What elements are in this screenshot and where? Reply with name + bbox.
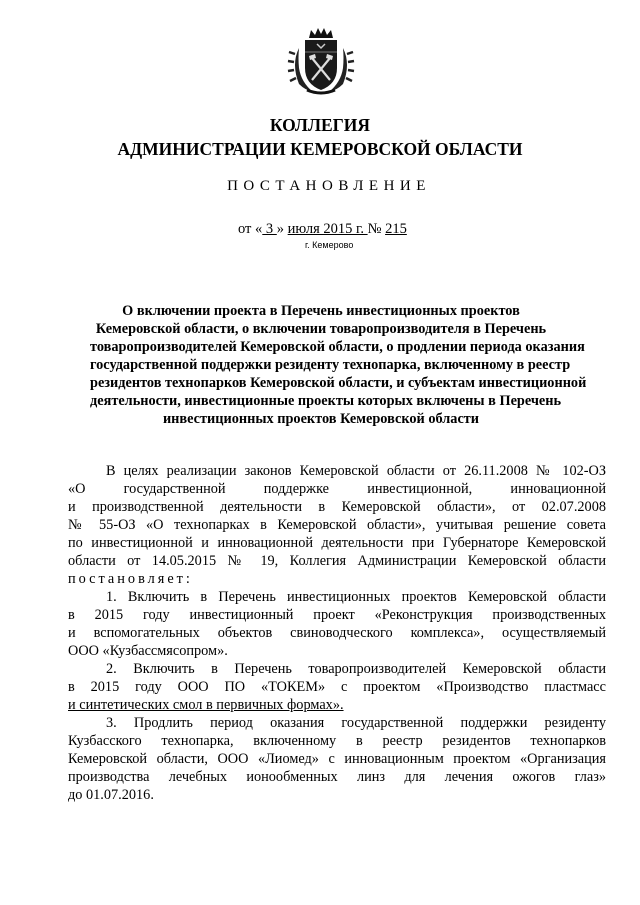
title-line: Кемеровской области, о включении товаропроизводителя в Перечень <box>95 321 547 337</box>
date-mid: » <box>276 221 288 237</box>
preamble-line: «О государственной поддержке инвестиционной, инновационной <box>68 481 606 497</box>
title-line: товаропроизводителей Кемеровской области, о продлении периода оказания <box>90 339 585 355</box>
preamble-line: № 55-ОЗ «О технопарках в Кемеровской области», учитывая решение совета <box>68 517 606 533</box>
title-line: О включении проекта в Перечень инвестиционных проектов <box>122 303 520 319</box>
document-title <box>90 302 587 428</box>
preamble-line: и производственной деятельности в Кемеровской области», от 02.07.2008 <box>68 499 606 515</box>
item1-line: и вспомогательных объектов свиноводческого комплекса», осуществляемый <box>68 625 606 641</box>
document-type: ПОСТАНОВЛЕНИЕ <box>227 178 431 194</box>
preamble-line: области от 14.05.2015 № 19, Коллегия Администрации Кемеровской области <box>68 553 606 569</box>
item1-line: 1. Включить в Перечень инвестиционных проектов Кемеровской области <box>106 589 606 605</box>
title-line: инвестиционных проектов Кемеровской области <box>162 411 480 427</box>
item1-line: ООО «Кузбассмясопром». <box>68 643 228 659</box>
kemerovo-coat-of-arms-icon <box>285 28 357 96</box>
preamble-line: по инвестиционной и инновационной деятельности при Губернаторе Кемеровской <box>68 535 606 551</box>
item3-line: Кемеровской области, ООО «Лиомед» с инновационным проектом «Организация <box>68 751 606 767</box>
item3-line: до 01.07.2016. <box>68 787 154 803</box>
date-prefix: от « <box>238 221 263 237</box>
date-day: 3 <box>262 221 277 237</box>
document-number: 215 <box>385 221 407 237</box>
item3-line: производства лечебных ионообменных линз для лечения ожогов глаз» <box>68 769 606 785</box>
item2-line: и синтетических смол в первичных формах». <box>68 697 344 713</box>
number-sign: № <box>367 221 386 237</box>
document-date-number <box>238 221 407 238</box>
item1-line: в 2015 году инвестиционный проект «Реконструкция производственных <box>68 607 606 623</box>
item3-line: Кузбасского технопарка, включенному в реестр резидентов технопарков <box>68 733 606 749</box>
org-name-line1: КОЛЛЕГИЯ <box>269 115 371 135</box>
item2-line: 2. Включить в Перечень товаропроизводителей Кемеровской области <box>106 661 606 677</box>
item3-line: 3. Продлить период оказания государственной поддержки резиденту <box>106 715 606 731</box>
date-month-year: июля 2015 г. <box>287 221 368 237</box>
item2-line: в 2015 году ООО ПО «ТОКЕМ» с проектом «Производство пластмасс <box>68 679 606 695</box>
org-name-line2: АДМИНИСТРАЦИИ КЕМЕРОВСКОЙ ОБЛАСТИ <box>117 139 523 159</box>
city: г. Кемерово <box>305 240 354 250</box>
title-line: деятельности, инвестиционные проекты которых включены в Перечень <box>90 393 562 409</box>
title-line: резидентов технопарков Кемеровской области, и субъектам инвестиционной <box>90 375 587 391</box>
preamble-line: В целях реализации законов Кемеровской области от 26.11.2008 № 102-ОЗ <box>106 463 606 479</box>
title-line: государственной поддержки резиденту технопарка, включенному в реестр <box>90 357 571 373</box>
preamble-decree-word: постановляет: <box>68 571 193 587</box>
